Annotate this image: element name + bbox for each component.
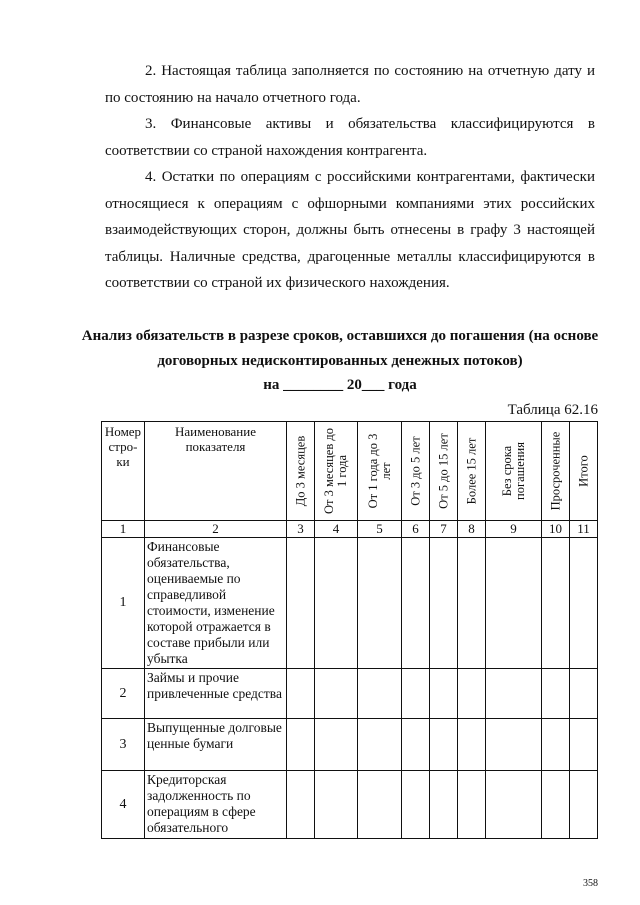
table-cell bbox=[486, 538, 542, 669]
header-col-9 bbox=[486, 422, 542, 521]
table-row bbox=[102, 719, 598, 771]
header-indicator-name: Наименование показателя bbox=[145, 422, 287, 521]
table-cell bbox=[458, 538, 486, 669]
row-number: 3 bbox=[102, 719, 145, 771]
header-col-5 bbox=[358, 422, 402, 521]
table-number: Таблица 62.16 bbox=[507, 402, 598, 418]
page-number: 358 bbox=[583, 878, 598, 889]
table-cell bbox=[315, 771, 358, 839]
table-cell bbox=[430, 771, 458, 839]
table-cell bbox=[458, 669, 486, 719]
table-cell bbox=[358, 719, 402, 771]
table-row bbox=[102, 538, 598, 669]
paragraph-3: 3. Финансовые активы и обязательства классифицируются в соответствии со страной нахождения контрагента. bbox=[105, 116, 595, 159]
table-cell bbox=[542, 538, 570, 669]
table-cell bbox=[430, 538, 458, 669]
column-number: 2 bbox=[145, 521, 287, 538]
table-cell bbox=[430, 669, 458, 719]
header-col-label: Итого bbox=[576, 455, 590, 487]
column-number: 10 bbox=[542, 521, 570, 538]
table-cell bbox=[358, 669, 402, 719]
header-col-6 bbox=[402, 422, 430, 521]
table-cell bbox=[287, 538, 315, 669]
table-cell bbox=[458, 771, 486, 839]
table-cell bbox=[287, 669, 315, 719]
column-number: 3 bbox=[287, 521, 315, 538]
column-number: 6 bbox=[402, 521, 430, 538]
table-cell bbox=[486, 669, 542, 719]
header-col-label: Более 15 лет bbox=[464, 437, 478, 505]
table-dateline: на ________ 20___ года bbox=[263, 377, 417, 393]
table-cell bbox=[402, 538, 430, 669]
table-cell bbox=[358, 538, 402, 669]
table-cell bbox=[402, 719, 430, 771]
column-number-row bbox=[102, 521, 598, 538]
row-indicator-name: Выпущенные долговые ценные бумаги bbox=[145, 719, 287, 771]
table-cell bbox=[315, 538, 358, 669]
table-cell bbox=[570, 538, 598, 669]
row-indicator-name: Займы и прочие привлеченные средства bbox=[145, 669, 287, 719]
header-col-8 bbox=[458, 422, 486, 521]
column-number: 9 bbox=[486, 521, 542, 538]
table-cell bbox=[402, 669, 430, 719]
header-col-label: От 3 месяцев до 1 года bbox=[322, 428, 349, 514]
table-cell bbox=[287, 771, 315, 839]
table-cell bbox=[358, 771, 402, 839]
header-col-4 bbox=[315, 422, 358, 521]
table-title: Анализ обязательств в разрезе сроков, оставшихся до погашения (на основе договорных недисконтированных денежных потоков) bbox=[81, 328, 599, 369]
table-cell bbox=[542, 771, 570, 839]
column-number: 8 bbox=[458, 521, 486, 538]
paragraph-2: 2. Настоящая таблица заполняется по состоянию на отчетную дату и по состоянию на начало отчетного года. bbox=[105, 63, 595, 106]
paragraph-4: 4. Остатки по операциям с российскими контрагентами, фактически относящиеся к операциям с офшорными компаниями этих российских взаимодействующих сторон, должны быть отнесены в графу 3 настоящей таблицы. Наличные средства, драгоценные металлы классифицируются в соответствии со страной их физического нахождения. bbox=[105, 169, 595, 291]
row-number: 2 bbox=[102, 669, 145, 719]
row-number: 4 bbox=[102, 771, 145, 839]
column-number: 11 bbox=[570, 521, 598, 538]
table-cell bbox=[486, 719, 542, 771]
table-cell bbox=[287, 719, 315, 771]
header-row bbox=[102, 422, 598, 521]
column-number: 4 bbox=[315, 521, 358, 538]
header-col-label: До 3 месяцев bbox=[293, 435, 307, 507]
header-col-label: От 3 до 5 лет bbox=[408, 436, 422, 506]
table-row bbox=[102, 669, 598, 719]
row-indicator-name: Кредиторская задолженность по операциям в сфере обязательного bbox=[145, 771, 287, 839]
header-row-number: Номер стро-ки bbox=[102, 422, 145, 521]
table-cell bbox=[570, 771, 598, 839]
header-col-3 bbox=[287, 422, 315, 521]
column-number: 7 bbox=[430, 521, 458, 538]
header-col-label: Просроченные bbox=[548, 431, 562, 511]
row-number: 1 bbox=[102, 538, 145, 669]
header-col-label: От 1 года до 3 лет bbox=[365, 433, 393, 509]
header-col-7 bbox=[430, 422, 458, 521]
table-row bbox=[102, 771, 598, 839]
table-cell bbox=[315, 669, 358, 719]
table-cell bbox=[570, 719, 598, 771]
table-cell bbox=[542, 719, 570, 771]
table-cell bbox=[430, 719, 458, 771]
header-col-10 bbox=[542, 422, 570, 521]
header-col-11 bbox=[570, 422, 598, 521]
table-cell bbox=[570, 669, 598, 719]
row-indicator-name: Финансовые обязательства, оцениваемые по справедливой стоимости, изменение которой отражается в составе прибыли или убытка bbox=[145, 538, 287, 669]
table-cell bbox=[402, 771, 430, 839]
table-cell bbox=[315, 719, 358, 771]
table-cell bbox=[486, 771, 542, 839]
column-number: 5 bbox=[358, 521, 402, 538]
header-col-label: От 5 до 15 лет bbox=[436, 433, 450, 509]
header-col-label: Без срока погашения bbox=[499, 442, 527, 500]
table-cell bbox=[542, 669, 570, 719]
column-number: 1 bbox=[102, 521, 145, 538]
table-cell bbox=[458, 719, 486, 771]
liabilities-maturity-table bbox=[101, 421, 598, 839]
